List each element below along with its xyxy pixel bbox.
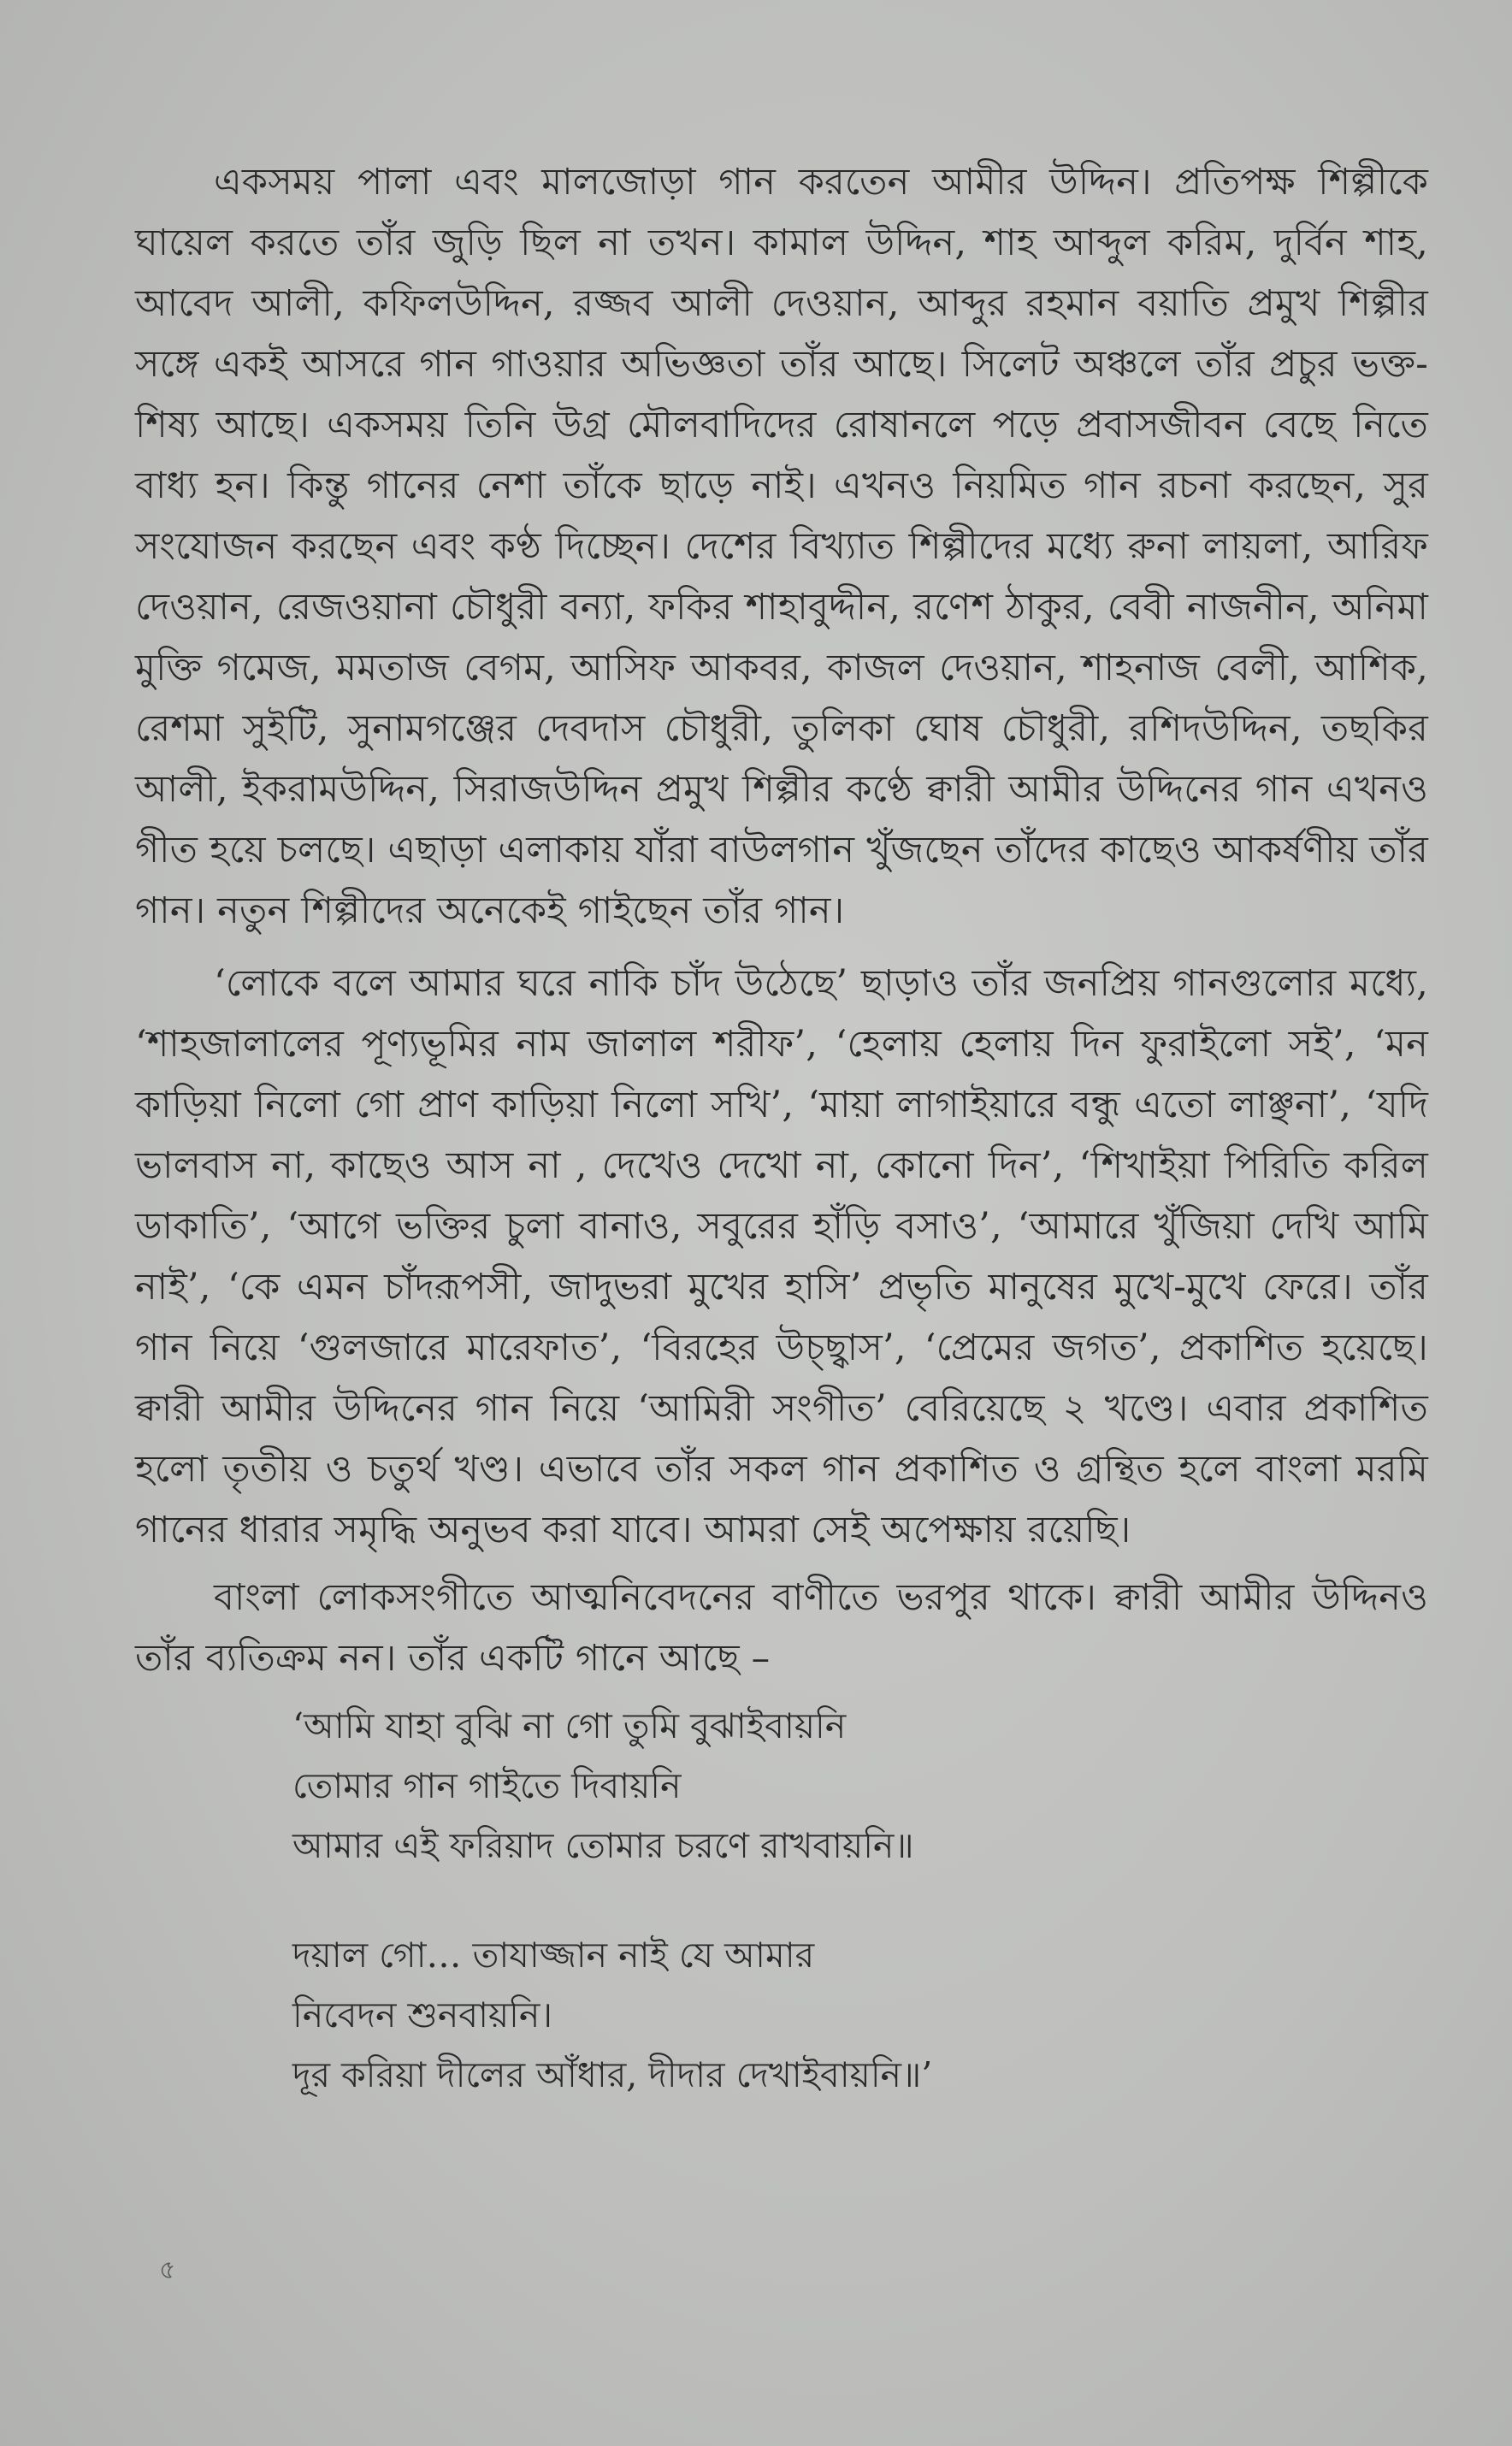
verse-line: আমার এই ফরিয়াদ তোমার চরণে রাখবায়নি॥	[292, 1825, 914, 1866]
verse-stanza-2	[292, 1925, 1428, 2105]
text-block	[135, 152, 1428, 2105]
paragraph-1: একসময় পালা এবং মালজোড়া গান করতেন আমীর উদ্দিন। প্রতিপক্ষ শিল্পীকে ঘায়েল করতে তাঁর জুড়ি ছিল না তখন। কামাল উদ্দিন, শাহ আব্দুল করিম, দুর্বিন শাহ, আবেদ আলী, কফিলউদ্দিন, রজ্জব আলী দেওয়ান, আব্দুর রহমান বয়াতি প্রমুখ শিল্পীর সঙ্গে একই আসরে গান গাওয়ার অভিজ্ঞতা তাঁর আছে। সিলেট অঞ্চলে তাঁর প্রচুর ভক্ত-শিষ্য আছে। একসময় তিনি উগ্র মৌলবাদিদের রোষানলে পড়ে প্রবাসজীবন বেছে নিতে বাধ্য হন। কিন্তু গানের নেশা তাঁকে ছাড়ে নাই। এখনও নিয়মিত গান রচনা করছেন, সুর সংযোজন করছেন এবং কণ্ঠ দিচ্ছেন। দেশের বিখ্যাত শিল্পীদের মধ্যে রুনা লায়লা, আরিফ দেওয়ান, রেজওয়ানা চৌধুরী বন্যা, ফকির শাহাবুদ্দীন, রণেশ ঠাকুর, বেবী নাজনীন, অনিমা মুক্তি গমেজ, মমতাজ বেগম, আসিফ আকবর, কাজল দেওয়ান, শাহনাজ বেলী, আশিক, রেশমা সুইটি, সুনামগঞ্জের দেবদাস চৌধুরী, তুলিকা ঘোষ চৌধুরী, রশিদউদ্দিন, তছকির আলী, ইকরামউদ্দিন, সিরাজউদ্দিন প্রমুখ শিল্পীর কণ্ঠে ক্বারী আমীর উদ্দিনের গান এখনও গীত হয়ে চলছে। এছাড়া এলাকায় যাঁরা বাউলগান খুঁজছেন তাঁদের কাছেও আকর্ষণীয় তাঁর গান। নতুন শিল্পীদের অনেকেই গাইছেন তাঁর গান।	[135, 161, 1428, 932]
page-number: ৫	[159, 2255, 176, 2285]
verse-line: দূর করিয়া দীলের আঁধার, দীদার দেখাইবায়নি॥’	[292, 2054, 933, 2095]
paragraph-3: বাংলা লোকসংগীতে আত্মনিবেদনের বাণীতে ভরপুর থাকে। ক্বারী আমীর উদ্দিনও তাঁর ব্যতিক্রম নন। তাঁর একটি গানে আছে –	[135, 1576, 1428, 1680]
paragraph-2: ‘লোকে বলে আমার ঘরে নাকি চাঁদ উঠেছে’ ছাড়াও তাঁর জনপ্রিয় গানগুলোর মধ্যে, ‘শাহজালালের পূণ্যভূমির নাম জালাল শরীফ’, ‘হেলায় হেলায় দিন ফুরাইলো সই’, ‘মন কাড়িয়া নিলো গো প্রাণ কাড়িয়া নিলো সখি’, ‘মায়া লাগাইয়ারে বন্ধু এতো লাঞ্ছনা’, ‘যদি ভালবাস না, কাছেও আস না , দেখেও দেখো না, কোনো দিন’, ‘শিখাইয়া পিরিতি করিল ডাকাতি’, ‘আগে ভক্তির চুলা বানাও, সবুরের হাঁড়ি বসাও’, ‘আমারে খুঁজিয়া দেখি আমি নাই’, ‘কে এমন চাঁদরূপসী, জাদুভরা মুখের হাসি’ প্রভৃতি মানুষের মুখে-মুখে ফেরে। তাঁর গান নিয়ে ‘গুলজারে মারেফাত’, ‘বিরহের উচ্ছ্বাস’, ‘প্রেমের জগত’, প্রকাশিত হয়েছে। ক্বারী আমীর উদ্দিনের গান নিয়ে ‘আমিরী সংগীত’ বেরিয়েছে ২ খণ্ডে। এবার প্রকাশিত হলো তৃতীয় ও চতুর্থ খণ্ড। এভাবে তাঁর সকল গান প্রকাশিত ও গ্রন্থিত হলে বাংলা মরমি গানের ধারার সমৃদ্ধি অনুভব করা যাবে। আমরা সেই অপেক্ষায় রয়েছি।	[135, 962, 1428, 1551]
verse-line: তোমার গান গাইতে দিবায়নি	[292, 1765, 682, 1806]
verse-line: নিবেদন শুনবায়নি।	[292, 1994, 553, 2035]
verse-line: ‘আমি যাহা বুঝি না গো তুমি বুঝাইবায়নি	[292, 1705, 847, 1746]
verse-line: দয়াল গো… তাযাজ্জান নাই যে আমার	[292, 1935, 815, 1976]
verse-stanza-1	[292, 1696, 1428, 1876]
